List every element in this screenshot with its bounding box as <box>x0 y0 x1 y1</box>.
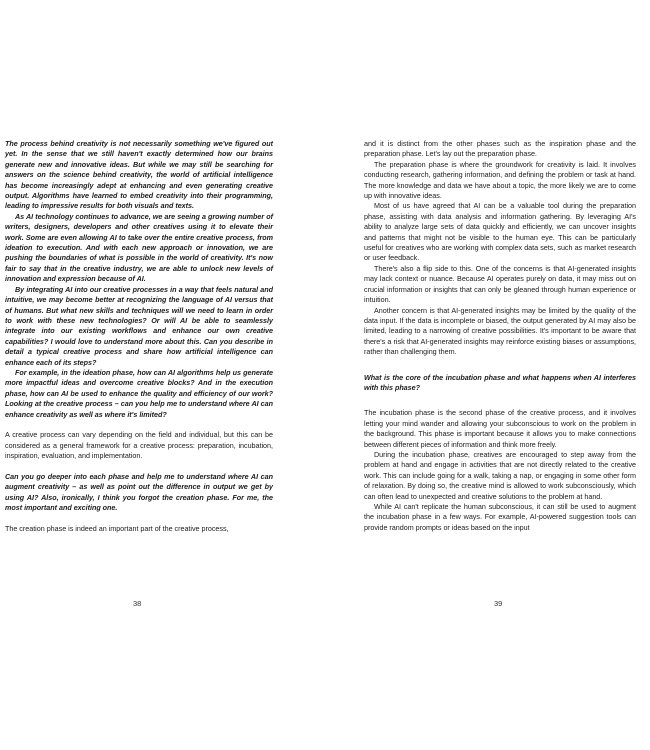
right-text-column <box>364 139 636 533</box>
answer-paragraph: While AI can't replicate the human subconscious, it can still be used to augment the incubation phase in a few ways. For example, AI-powered suggestion tools can provide random prompts or ideas based on the input <box>364 502 636 532</box>
answer-paragraph: Most of us have agreed that AI can be a valuable tool during the preparation phase, assisting with data analysis and information gathering. By leveraging AI's ability to analyze large sets of data quickly and efficiently, we can uncover insights and patterns that might not be visible to the human eye. This can be particularly useful for creatives who are working with complex data sets, such as market research or user feedback. <box>364 201 636 263</box>
answer-paragraph: The creation phase is indeed an important part of the creative process, <box>5 523 229 533</box>
question-paragraph: The process behind creativity is not necessarily something we've figured out yet. In the sense that we still haven't exactly determined how our brains generate new and innovative ideas. But while we may still be searching for answers on the science behind creativity, the world of artificial intelligence has become increasingly adept at enhancing and even generating creative output. Algorithms have learned to embed creativity into their programming, leading to impressive results for both visuals and texts. <box>5 139 273 211</box>
answer-paragraph: and it is distinct from the other phases such as the inspiration phase and the preparation phase. Let's lay out the preparation phase. <box>364 139 636 159</box>
answer-paragraph: A creative process can vary depending on the field and individual, but this can be considered as a general framework for a creative process: preparation, incubation, inspiration, evaluation, and implementation. <box>5 430 273 461</box>
page-number: 39 <box>494 599 503 608</box>
answer-paragraph: During the incubation phase, creatives are encouraged to step away from the problem at hand and engage in activities that are not directly related to the creative work. This can include going for a walk, taking a nap, or engaging in some other form of relaxation. By doing so, the creative mind is allowed to work subconsciously, which can often lead to unexpected and creative solutions to the problem at hand. <box>364 449 636 501</box>
left-text-column <box>5 139 273 534</box>
answer-paragraph: The incubation phase is the second phase of the creative process, and it involves letting your mind wander and allowing your subconscious to work on the problem in the background. This phase is important because it allows you to make connections between different pieces of information and think more freely. <box>364 408 636 449</box>
answer-paragraph: Another concern is that AI-generated insights may be limited by the quality of the data input. If the data is incomplete or biased, the output generated by AI may also be limited, leading to a narrowing of creative possibilities. It's important to be aware that there's a risk that AI-generated insights may reinforce existing biases or assumptions, rather than challenging them. <box>364 305 636 357</box>
question-paragraph: As AI technology continues to advance, we are seeing a growing number of writers, designers, developers and other creatives using it to elevate their work. Some are even allowing AI to take over the entire creative process, from ideation to execution. And with each new approach or innovation, we are pushing the boundaries of what is possible in the world of creativity. It's now fair to say that in the creative industry, we are able to unlock new levels of innovation and expression because of AI. <box>5 211 273 284</box>
right-page <box>325 0 650 750</box>
question-paragraph: For example, in the ideation phase, how can AI algorithms help us generate more impactful ideas and overcome creative blocks? And in the execution phase, how can AI be used to enhance the quality and efficiency of our work? Looking at the creative process – can you help me to understand where AI can enhance creativity as well as where it's limited? <box>5 367 273 419</box>
answer-paragraph: The preparation phase is where the groundwork for creativity is laid. It involves conducting research, gathering information, and defining the problem or task at hand. The more knowledge and data we have about a topic, the more likely we are to come up with innovative ideas. <box>364 159 636 201</box>
question-paragraph: By integrating AI into our creative processes in a way that feels natural and intuitive, we may become better at recognizing the language of AI versus that of humans. But what new skills and techniques will we need to learn in order to work with these new technologies? Or will AI be able to seamlessly integrate into our existing workflows and enhance our own creative capabilities? I would love to understand more about this. Can you describe in detail a typical creative process and share how artificial intelligence can enhance each of its steps? <box>5 284 273 367</box>
answer-paragraph: There's also a flip side to this. One of the concerns is that AI-generated insights may lack context or nuance. Because AI operates purely on data, it may miss out on crucial information or insights that can only be gleaned through human experience or intuition. <box>364 263 636 305</box>
question-paragraph: What is the core of the incubation phase and what happens when AI interferes with this phase? <box>364 372 636 392</box>
question-paragraph: Can you go deeper into each phase and help me to understand where AI can augment creativity – as well as point out the difference in output we get by using AI? Also, ironically, I think you forgot the creation phase. For me, the most important and exciting one. <box>5 471 273 513</box>
page-number: 38 <box>133 599 142 608</box>
